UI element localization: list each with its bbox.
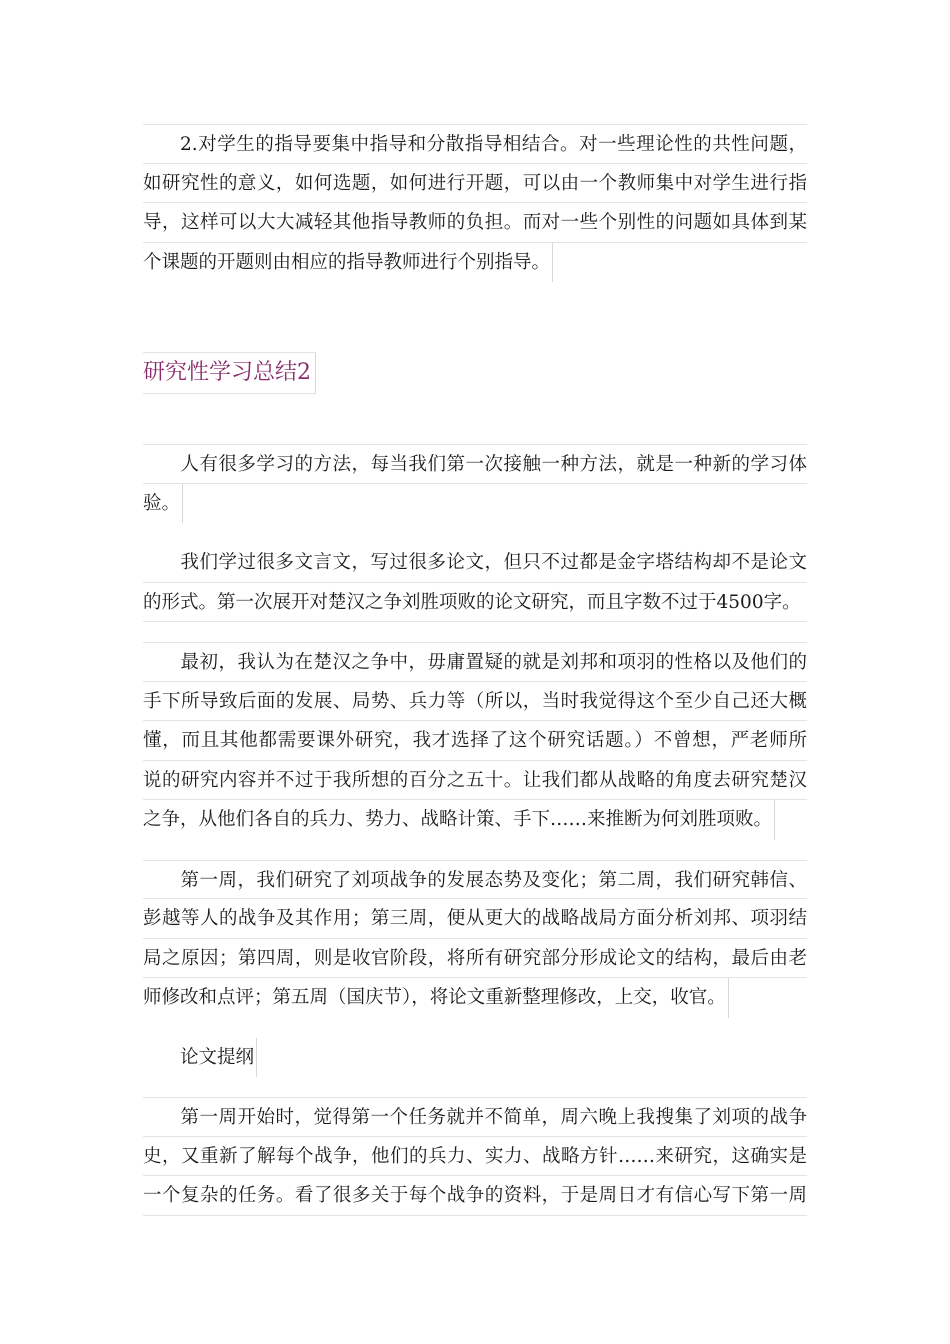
paragraph-weekly-plan: [143, 860, 807, 1018]
document-page: [143, 124, 807, 1216]
paragraph-intro: [143, 444, 807, 523]
paragraph-line: 如研究性的意义，如何选题，如何进行开题，可以由一个教师集中对学生进行指: [143, 164, 807, 204]
paragraph-line: 论文提纲: [143, 1038, 807, 1078]
paragraph-line: 最初，我认为在楚汉之争中，毋庸置疑的就是刘邦和项羽的性格以及他们的: [143, 642, 807, 682]
paragraph-line: 一个复杂的任务。看了很多关于每个战争的资料，于是周日才有信心写下第一周: [143, 1176, 807, 1216]
paragraph-line: 第一周开始时，觉得第一个任务就并不简单，周六晚上我搜集了刘项的战争: [143, 1097, 807, 1137]
paragraph-line: 的形式。第一次展开对楚汉之争刘胜项败的论文研究，而且字数不过于4500字。: [143, 583, 807, 623]
paragraph-line: 人有很多学习的方法，每当我们第一次接触一种方法，就是一种新的学习体: [143, 444, 807, 484]
paragraph-initial-thoughts: [143, 642, 807, 840]
section-heading: 研究性学习总结2: [143, 352, 316, 394]
paragraph-line: 师修改和点评；第五周（国庆节），将论文重新整理修改，上交，收官。: [143, 978, 807, 1018]
paragraph-line: 第一周，我们研究了刘项战争的发展态势及变化；第二周，我们研究韩信、: [143, 860, 807, 900]
paragraph-line: 局之原因；第四周，则是收官阶段，将所有研究部分形成论文的结构，最后由老: [143, 939, 807, 979]
paragraph-guidance: [143, 124, 807, 282]
paragraph-line: 我们学过很多文言文，写过很多论文，但只不过都是金字塔结构却不是论文: [143, 543, 807, 583]
paragraph-line: 史，又重新了解每个战争，他们的兵力、实力、战略方针……来研究，这确实是: [143, 1137, 807, 1177]
paragraph-line: 手下所导致后面的发展、局势、兵力等（所以，当时我觉得这个至少自己还大概: [143, 682, 807, 722]
paragraph-outline-label: [143, 1038, 807, 1078]
paragraph-line: 导，这样可以大大减轻其他指导教师的负担。而对一些个别性的问题如具体到某: [143, 203, 807, 243]
paragraph-line: 2.对学生的指导要集中指导和分散指导相结合。对一些理论性的共性问题，: [143, 124, 807, 164]
paragraph-line: 懂，而且其他都需要课外研究，我才选择了这个研究话题。）不曾想，严老师所: [143, 721, 807, 761]
paragraph-line: 之争，从他们各自的兵力、势力、战略计策、手下……来推断为何刘胜项败。: [143, 800, 807, 840]
paragraph-line: 验。: [143, 484, 807, 524]
paragraph-line: 彭越等人的战争及其作用；第三周，便从更大的战略战局方面分析刘邦、项羽结: [143, 899, 807, 939]
paragraph-line: 个课题的开题则由相应的指导教师进行个别指导。: [143, 243, 807, 283]
paragraph-essay-form: [143, 543, 807, 622]
paragraph-line: 说的研究内容并不过于我所想的百分之五十。让我们都从战略的角度去研究楚汉: [143, 761, 807, 801]
paragraph-first-week: [143, 1097, 807, 1216]
